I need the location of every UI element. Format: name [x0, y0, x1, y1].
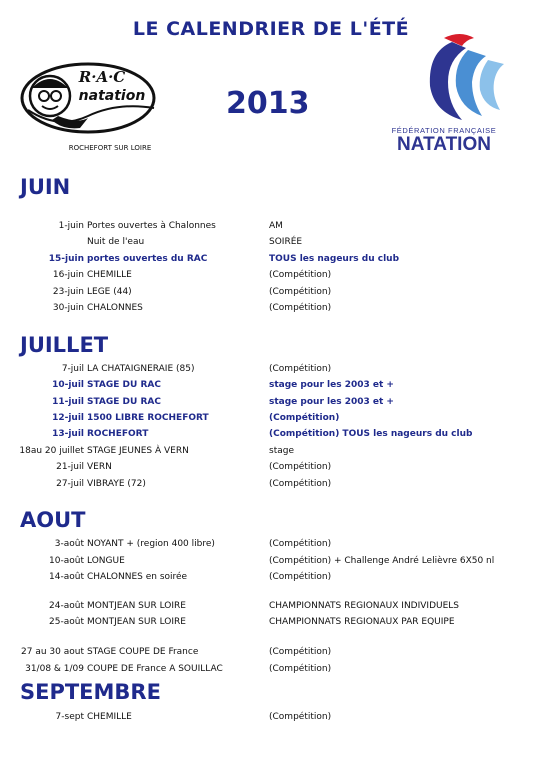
event-row: [0, 285, 542, 299]
month-heading-juillet: JUILLET: [20, 333, 109, 357]
event-date: 1-juin: [58, 221, 84, 231]
event-note: (Compétition): [269, 479, 332, 489]
event-row: [0, 710, 542, 724]
event-note: (Compétition): [269, 712, 332, 722]
event-row: [0, 537, 542, 551]
event-note: (Compétition) TOUS les nageurs du club: [269, 429, 473, 439]
event-row: [0, 570, 542, 584]
event-date: 30-juin: [52, 303, 84, 313]
event-note: (Compétition): [269, 539, 332, 549]
event-date: 16-juin: [52, 270, 84, 280]
event-place: CHALONNES en soirée: [87, 572, 188, 582]
event-date: 10-août: [49, 556, 84, 566]
event-note: (Compétition): [269, 647, 332, 657]
event-note: stage pour les 2003 et +: [269, 380, 394, 390]
event-date: 27-juil: [56, 479, 84, 489]
svg-text:natation: natation: [78, 88, 146, 104]
event-note: (Compétition): [269, 270, 332, 280]
page-title: LE CALENDRIER DE L'ÉTÉ: [132, 18, 410, 40]
event-note: TOUS les nageurs du club: [269, 254, 400, 264]
event-row: [0, 460, 542, 474]
event-place: LEGE (44): [87, 287, 132, 297]
month-heading-septembre: SEPTEMBRE: [20, 680, 161, 704]
event-place: NOYANT + (region 400 libre): [87, 539, 215, 549]
event-note: (Compétition): [269, 413, 340, 423]
event-note: AM: [269, 221, 283, 231]
event-note: stage pour les 2003 et +: [269, 397, 394, 407]
event-date: 10-juil: [52, 380, 84, 390]
event-note: (Compétition): [269, 287, 332, 297]
event-row: [0, 599, 542, 613]
event-note: CHAMPIONNATS REGIONAUX INDIVIDUELS: [269, 601, 460, 611]
event-place: STAGE DU RAC: [87, 380, 161, 390]
event-place: LA CHATAIGNERAIE (85): [87, 364, 195, 374]
event-row: [0, 477, 542, 491]
event-place: VIBRAYE (72): [87, 479, 146, 489]
event-note: (Compétition) + Challenge André Lelièvre 6X50 nl: [269, 556, 495, 566]
event-row: [0, 362, 542, 376]
ffn-name: NATATION: [397, 134, 491, 155]
event-note: (Compétition): [269, 303, 332, 313]
event-place: VERN: [87, 462, 112, 472]
event-date: 23-juin: [52, 287, 84, 297]
event-row: [0, 252, 542, 266]
year-heading: 2013: [226, 86, 310, 121]
rac-natation-logo: [18, 58, 164, 158]
event-date: 13-juil: [52, 429, 84, 439]
event-date: 7-sept: [55, 712, 84, 722]
event-row: [0, 395, 542, 409]
event-row: [0, 301, 542, 315]
event-place: MONTJEAN SUR LOIRE: [87, 601, 186, 611]
event-note: (Compétition): [269, 462, 332, 472]
event-place: portes ouvertes du RAC: [87, 254, 208, 264]
event-date: 14-août: [49, 572, 84, 582]
event-date: 25-août: [49, 617, 84, 627]
event-note: SOIRÉE: [269, 237, 303, 247]
event-row: [0, 615, 542, 629]
event-row: [0, 235, 542, 249]
event-row: [0, 378, 542, 392]
event-row: [0, 645, 542, 659]
event-date: 3-août: [54, 539, 84, 549]
event-date: 27 au 30 aout: [21, 647, 84, 657]
event-place: COUPE DE France A SOUILLAC: [87, 664, 223, 674]
event-place: MONTJEAN SUR LOIRE: [87, 617, 186, 627]
event-date: 15-juin: [48, 254, 84, 264]
event-place: LONGUE: [87, 556, 125, 566]
event-note: (Compétition): [269, 572, 332, 582]
event-note: stage: [269, 446, 294, 456]
event-place: STAGE COUPE DE France: [87, 647, 199, 657]
event-row: [0, 268, 542, 282]
month-heading-juin: JUIN: [20, 175, 71, 199]
event-place: 1500 LIBRE ROCHEFORT: [87, 413, 209, 423]
event-place: CHEMILLE: [87, 270, 132, 280]
svg-text:R·A·C: R·A·C: [78, 68, 126, 86]
event-place: CHALONNES: [87, 303, 143, 313]
event-date: 21-juil: [56, 462, 84, 472]
event-place: Nuit de l'eau: [87, 237, 145, 247]
event-note: CHAMPIONNATS REGIONAUX PAR EQUIPE: [269, 617, 455, 627]
event-date: 31/08 & 1/09: [25, 664, 84, 674]
event-row: [0, 554, 542, 568]
svg-text:ROCHEFORT SUR LOIRE: ROCHEFORT SUR LOIRE: [68, 144, 152, 152]
event-place: ROCHEFORT: [87, 429, 149, 439]
event-note: (Compétition): [269, 664, 332, 674]
event-row: [0, 219, 542, 233]
event-date: 24-août: [49, 601, 84, 611]
month-heading-aout: AOUT: [20, 508, 86, 532]
event-note: (Compétition): [269, 364, 332, 374]
event-date: 12-juil: [52, 413, 84, 423]
event-date: 11-juil: [52, 397, 84, 407]
event-place: CHEMILLE: [87, 712, 132, 722]
event-row: [0, 427, 542, 441]
event-row: [0, 662, 542, 676]
event-row: [0, 444, 542, 458]
event-date: 18au 20 juillet: [19, 446, 84, 456]
event-date: 7-juil: [61, 364, 84, 374]
event-place: Portes ouvertes à Chalonnes: [87, 221, 216, 231]
event-place: STAGE JEUNES À VERN: [87, 446, 189, 456]
event-row: [0, 411, 542, 425]
ffn-subtitle: FÉDÉRATION FRANÇAISE: [391, 126, 497, 135]
event-place: STAGE DU RAC: [87, 397, 161, 407]
